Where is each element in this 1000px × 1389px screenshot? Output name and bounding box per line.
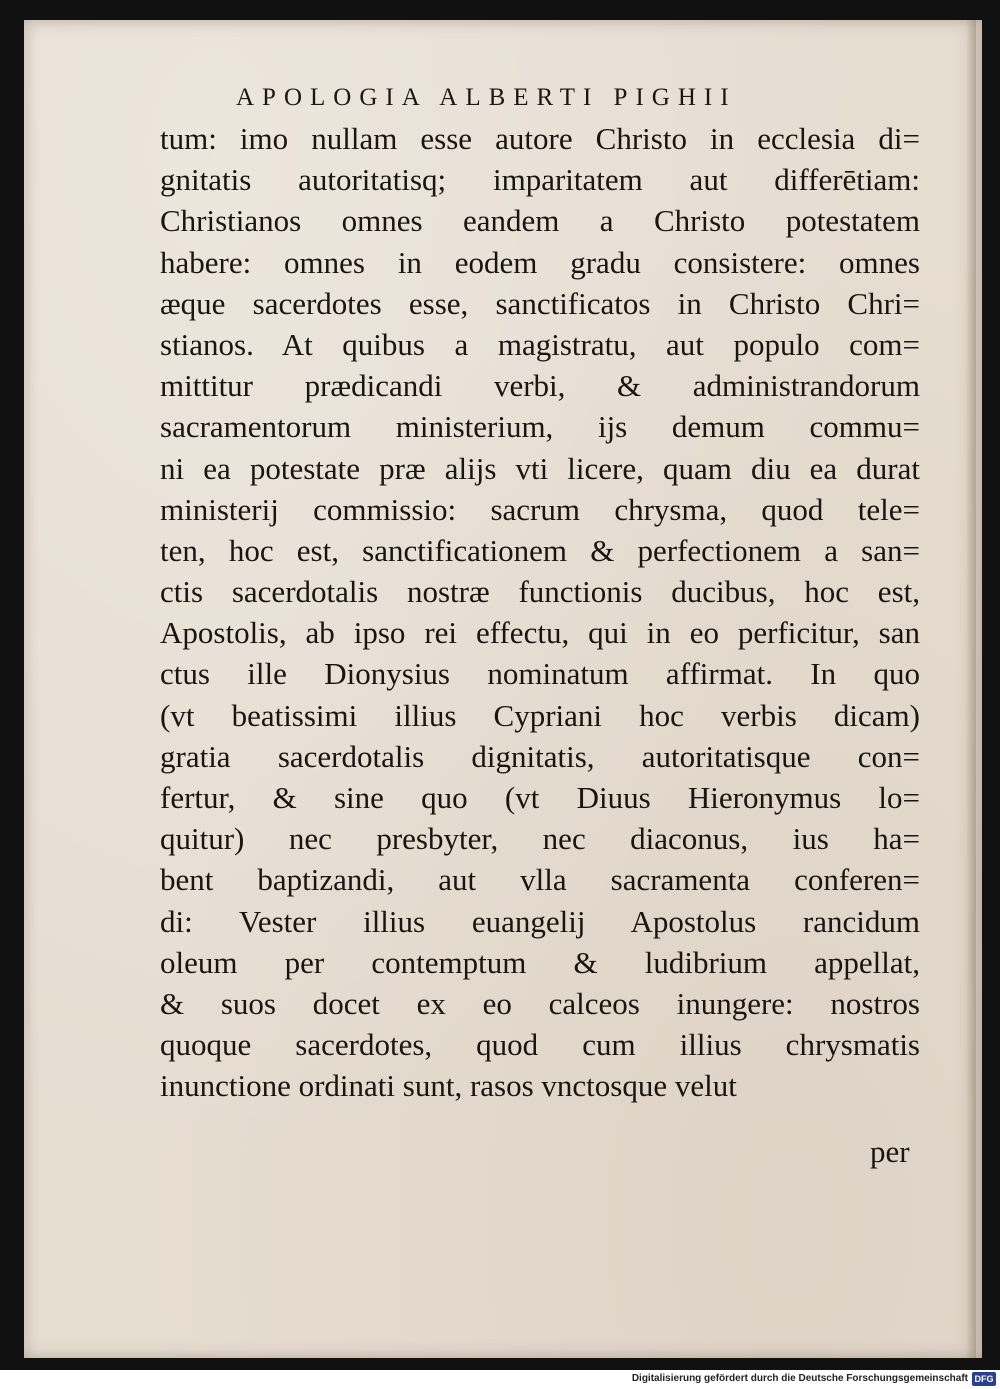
catchword: per: [870, 1134, 910, 1169]
text-line: ctis sacerdotalis nostræ functionis ducibus, hoc est,: [160, 574, 920, 610]
text-line: ni ea potestate præ alijs vti licere, quam diu ea durat: [160, 450, 920, 486]
text-line: ctus ille Dionysius nominatum affirmat. In quo: [160, 656, 920, 692]
text-line: Apostolis, ab ipso rei effectu, qui in eo perficitur, san: [160, 615, 920, 651]
page-edge-shadow: [966, 20, 976, 1358]
text-line: fertur, & sine quo (vt Diuus Hieronymus lo=: [160, 780, 920, 815]
text-line: di: Vester illius euangelij Apostolus rancidum: [160, 903, 920, 939]
running-head: APOLOGIA ALBERTI PIGHII: [236, 84, 737, 111]
footer-bar: [0, 1370, 1000, 1389]
text-line: & suos docet ex eo calceos inungere: nostros: [160, 985, 920, 1021]
text-line: habere: omnes in eodem gradu consistere: omnes: [160, 244, 920, 280]
text-line: quitur) nec presbyter, nec diaconus, ius ha=: [160, 821, 920, 857]
text-line: stianos. At quibus a magistratu, aut populo com=: [160, 326, 920, 362]
text-line: quoque sacerdotes, quod cum illius chrysmatis: [160, 1027, 920, 1063]
text-line: ministerij commissio: sacrum chrysma, quod tele=: [160, 491, 920, 527]
text-line: sacramentorum ministerium, ijs demum commu=: [160, 409, 920, 445]
dfg-logo-icon: DFG: [972, 1372, 996, 1386]
text-line: oleum per contemptum & ludibrium appellat,: [160, 944, 920, 980]
footer-credit: Digitalisierung gefördert durch die Deutsche Forschungsgemeinschaft: [631, 1373, 968, 1384]
text-line: tum: imo nullam esse autore Christo in ecclesia di=: [160, 121, 920, 156]
text-line: ten, hoc est, sanctificationem & perfectionem a san=: [160, 532, 920, 568]
text-line: mittitur prædicandi verbi, & administrandorum: [160, 368, 920, 404]
text-line: (vt beatissimi illius Cypriani hoc verbis dicam): [160, 697, 920, 733]
text-line: gnitatis autoritatisq; imparitatem aut differētiam:: [160, 162, 920, 198]
text-block: [160, 118, 920, 1107]
text-line: bent baptizandi, aut vlla sacramenta conferen=: [160, 862, 920, 898]
text-line: æque sacerdotes esse, sanctificatos in Christo Chri=: [160, 285, 920, 321]
text-line: Christianos omnes eandem a Christo potestatem: [160, 203, 920, 239]
text-line: inunctione ordinati sunt, rasos vnctosque velut: [160, 1068, 737, 1104]
text-line: gratia sacerdotalis dignitatis, autoritatisque con=: [160, 738, 920, 774]
